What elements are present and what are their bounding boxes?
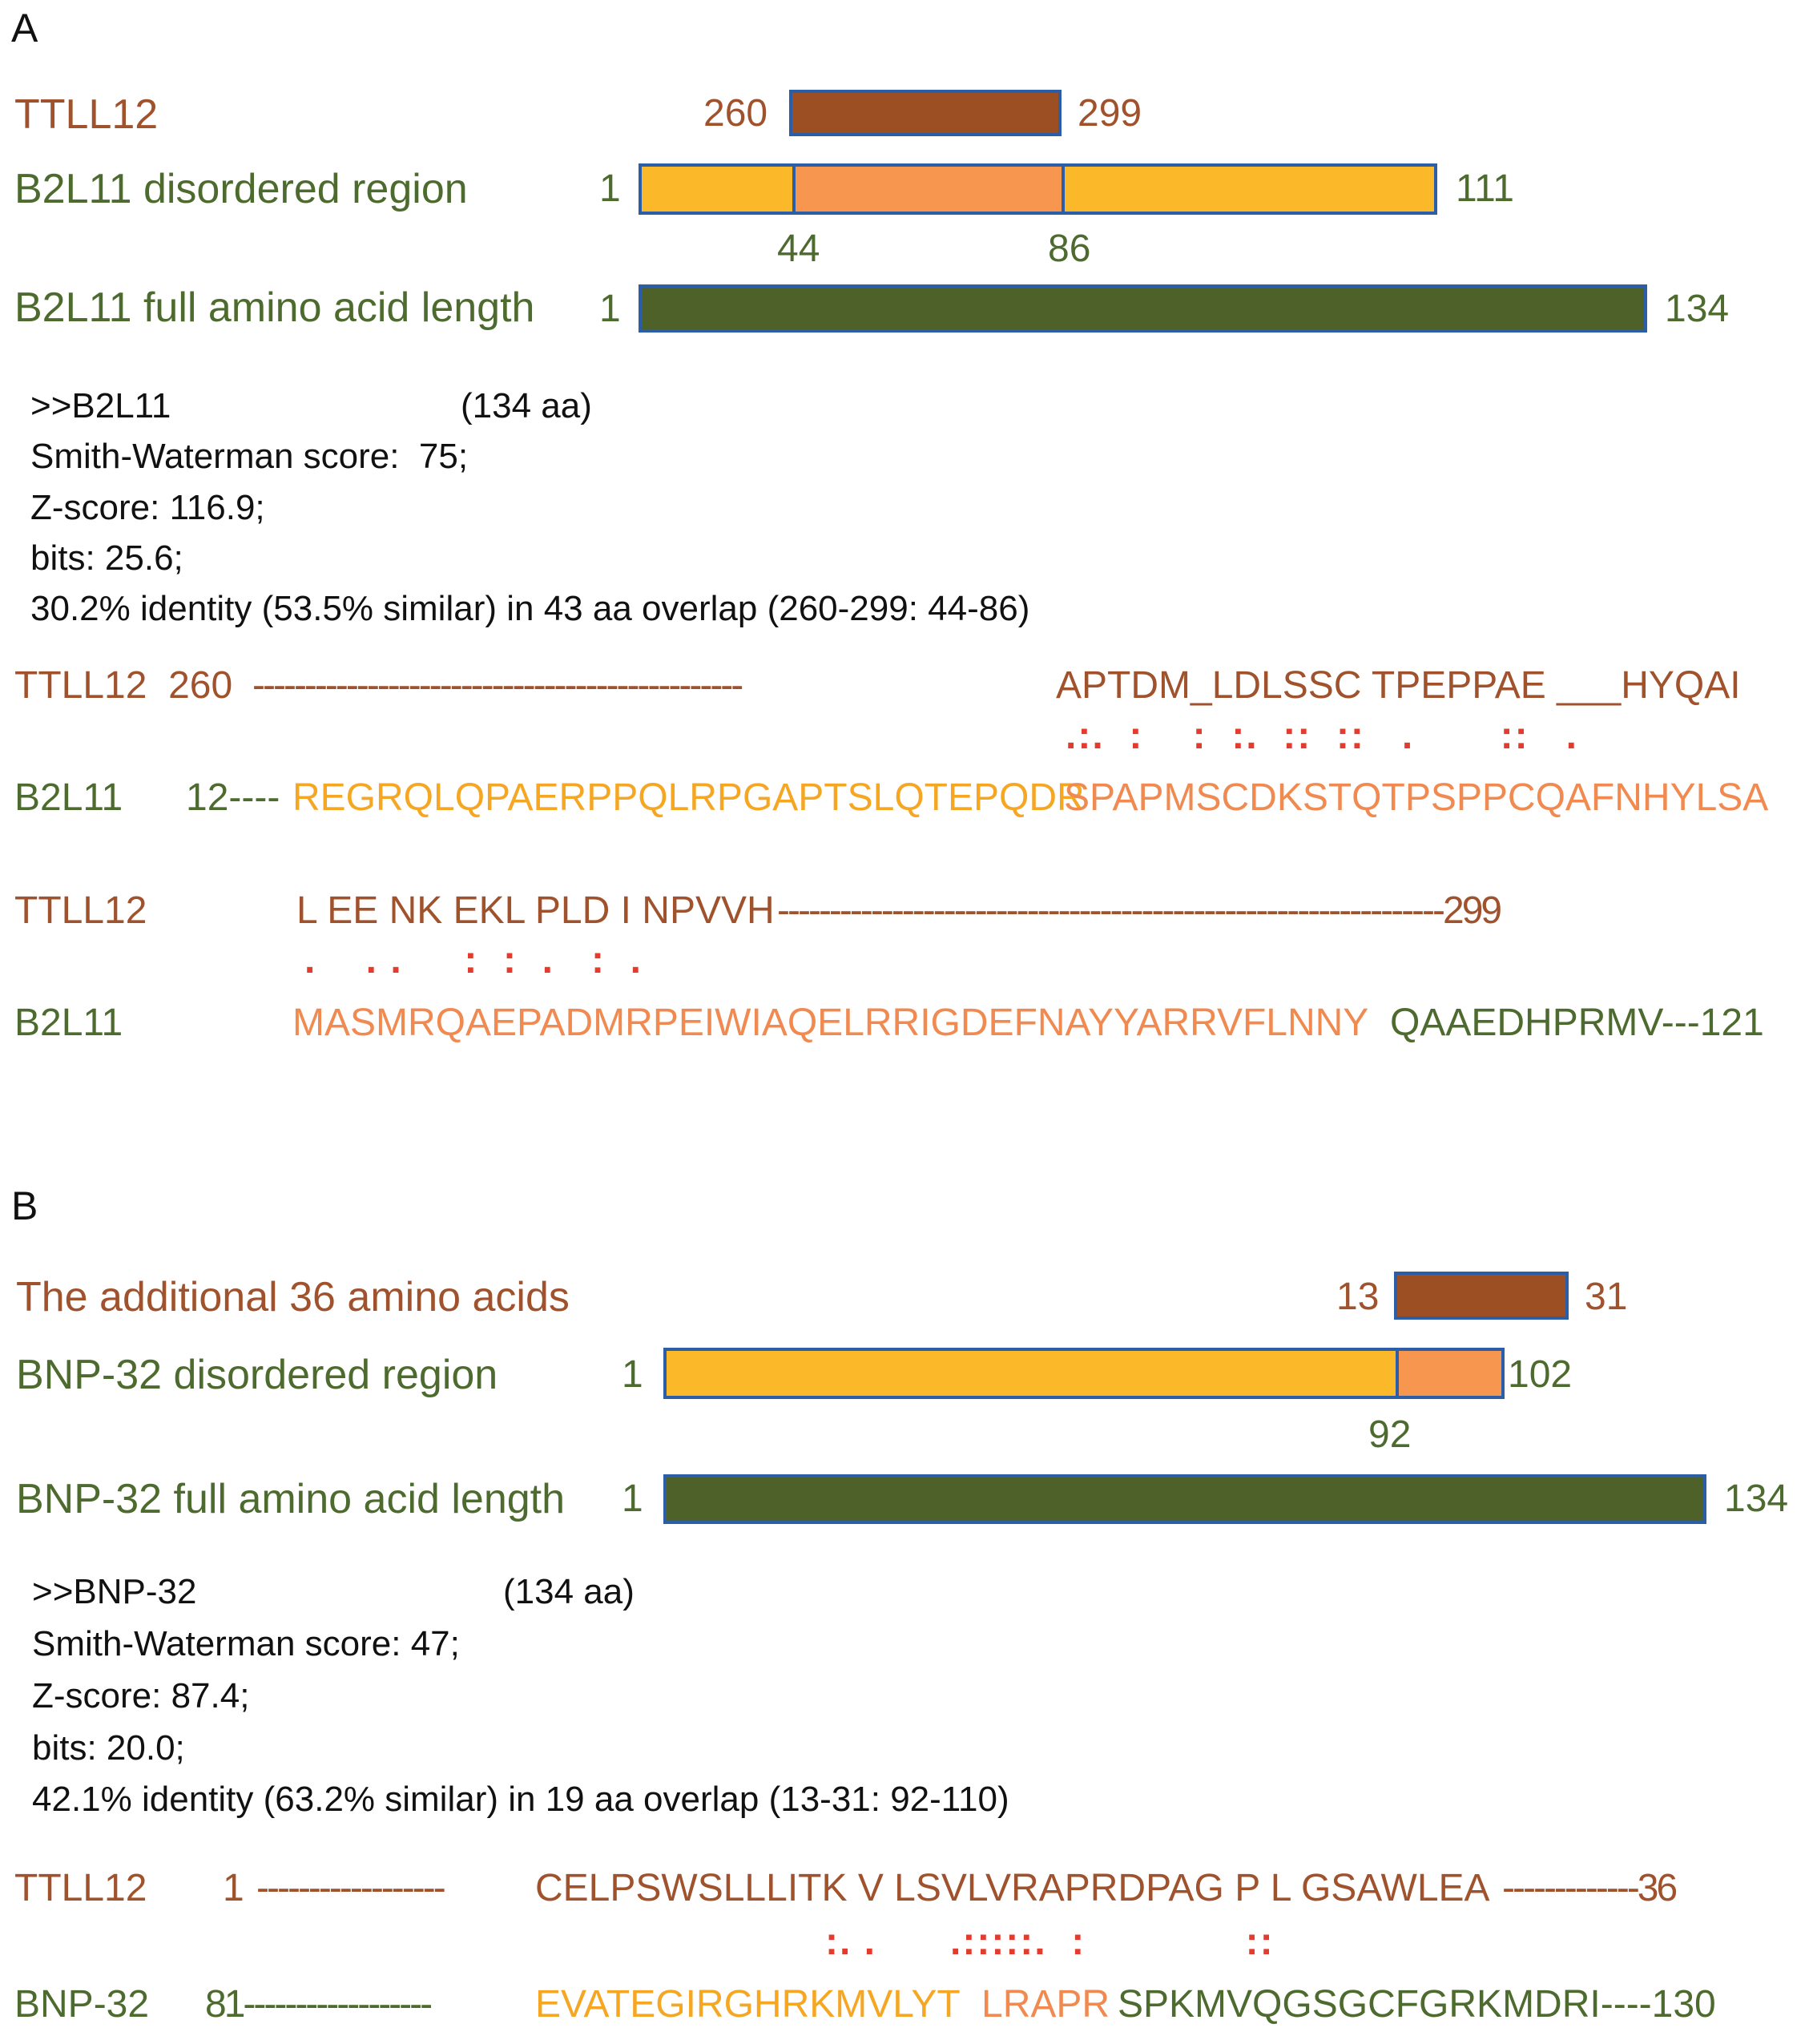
- align-b-top-dashes: ------------------: [256, 1867, 444, 1909]
- align-a2-top-seq: L EE NK EKL PLD I NPVVH: [296, 889, 775, 932]
- additional-aa-start: 13: [1336, 1276, 1380, 1318]
- panel-b-letter: B: [11, 1183, 38, 1228]
- align-a2-bottom-label: B2L11: [14, 1002, 123, 1044]
- b2l11-bits: bits: 25.6;: [30, 538, 183, 578]
- align-a2-bottom-seq-aligned: MASMRQAEPADMRPEIWIAQELRRIGDEFNAYYARRVFLNNY: [292, 1002, 1369, 1044]
- align-a2-top-dashes: ----------------------------------------------------------------299: [777, 889, 1501, 932]
- align-a2-top-label: TTLL12: [14, 889, 147, 932]
- align-a2-similarity-dots: . . . : : . : .: [304, 939, 643, 982]
- b2l11-aligned-segment: [794, 167, 1063, 212]
- bnp32-divider-92: [1396, 1351, 1399, 1396]
- bnp32-stats-length: (134 aa): [503, 1572, 635, 1611]
- align-b-top-start: 1: [223, 1867, 244, 1909]
- b2l11-mark-86: 86: [1048, 228, 1091, 270]
- bnp32-disordered-label: BNP-32 disordered region: [16, 1352, 498, 1398]
- b2l11-identity: 30.2% identity (53.5% similar) in 43 aa overlap (260-299: 44-86): [30, 589, 1030, 628]
- b2l11-divider-44: [792, 167, 796, 212]
- bnp32-identity: 42.1% identity (63.2% similar) in 19 aa overlap (13-31: 92-110): [32, 1780, 1009, 1819]
- bnp32-full-bar: [663, 1474, 1706, 1524]
- ttll12-start: 260: [703, 92, 768, 135]
- align-a1-bottom-start: 12----: [186, 776, 280, 819]
- b2l11-full-end: 134: [1665, 288, 1730, 330]
- align-b-top-end: -------------36: [1502, 1867, 1676, 1909]
- b2l11-disordered-bar: [639, 163, 1437, 215]
- bnp32-z-score: Z-score: 87.4;: [32, 1676, 250, 1715]
- align-a1-bottom-seq-outside: REGRQLQPAERPPQLRPGAPTSLQTEPQDR: [292, 776, 1085, 819]
- b2l11-stats-length: (134 aa): [461, 386, 592, 425]
- align-b-top-seq: CELPSWSLLLITK V LSVLVRAPRDPAG P L GSAWLEA: [535, 1867, 1490, 1909]
- align-b-bottom-start: 81------------------: [205, 1983, 431, 2026]
- align-b-top-label: TTLL12: [14, 1867, 147, 1909]
- b2l11-disordered-end: 111: [1456, 167, 1514, 210]
- bnp32-stats-name: >>BNP-32: [32, 1572, 197, 1611]
- ttll12-label: TTLL12: [14, 91, 159, 138]
- bnp32-mark-92: 92: [1368, 1413, 1412, 1456]
- b2l11-full-start: 1: [599, 288, 621, 330]
- b2l11-sw-score: Smith-Waterman score: 75;: [30, 437, 469, 476]
- align-b-bottom-seq-aligned: LRAPR: [981, 1983, 1121, 2026]
- align-b-bottom-label: BNP-32: [14, 1983, 150, 2026]
- additional-aa-label: The additional 36 amino acids: [16, 1274, 570, 1320]
- bnp32-full-start: 1: [622, 1478, 643, 1520]
- ttll12-end: 299: [1078, 92, 1142, 135]
- bnp32-disordered-end: 102: [1508, 1353, 1573, 1396]
- align-a1-similarity-dots: .:. : : :. :: :: . :: .: [1066, 715, 1578, 757]
- align-b-bottom-seq-outside: EVATEGIRGHRKMVLYT: [535, 1983, 971, 2026]
- bnp32-full-end: 134: [1724, 1478, 1789, 1520]
- b2l11-divider-86: [1062, 167, 1065, 212]
- bnp32-full-label: BNP-32 full amino acid length: [16, 1476, 566, 1522]
- align-b-similarity-dots: :. . .:::::. : ::: [825, 1921, 1275, 1963]
- align-b-bottom-seq-rest: SPKMVQGSGCFGRKMDRI----130: [1118, 1983, 1716, 2026]
- bnp32-aligned-segment: [1397, 1351, 1501, 1396]
- b2l11-z-score: Z-score: 116.9;: [30, 488, 265, 527]
- panel-a-letter: A: [11, 6, 38, 50]
- additional-aa-bar: [1394, 1272, 1569, 1320]
- align-a2-bottom-seq-rest: QAAEDHPRMV---121: [1390, 1002, 1764, 1044]
- align-a1-top-label: TTLL12 260: [14, 664, 233, 707]
- b2l11-disordered-label: B2L11 disordered region: [14, 166, 468, 212]
- ttll12-bar: [789, 90, 1062, 136]
- b2l11-full-bar: [639, 284, 1647, 333]
- b2l11-disordered-start: 1: [599, 167, 621, 210]
- additional-aa-end: 31: [1585, 1276, 1628, 1318]
- align-a1-top-dashes: -----------------------------------------------: [252, 664, 742, 707]
- b2l11-mark-44: 44: [777, 228, 820, 270]
- align-a1-bottom-label: B2L11: [14, 776, 123, 819]
- align-a1-bottom-seq-aligned: SPAPMSCDKSTQTPSPPCQAFNHYLSA: [1064, 776, 1769, 819]
- align-a1-top-seq: APTDM_LDLSSC TPEPPAE ___HYQAI: [1056, 664, 1741, 707]
- b2l11-stats-name: >>B2L11: [30, 386, 171, 425]
- bnp32-sw-score: Smith-Waterman score: 47;: [32, 1624, 460, 1663]
- bnp32-disordered-start: 1: [622, 1353, 643, 1396]
- bnp32-disordered-bar: [663, 1348, 1505, 1399]
- b2l11-full-label: B2L11 full amino acid length: [14, 284, 535, 331]
- bnp32-bits: bits: 20.0;: [32, 1728, 185, 1768]
